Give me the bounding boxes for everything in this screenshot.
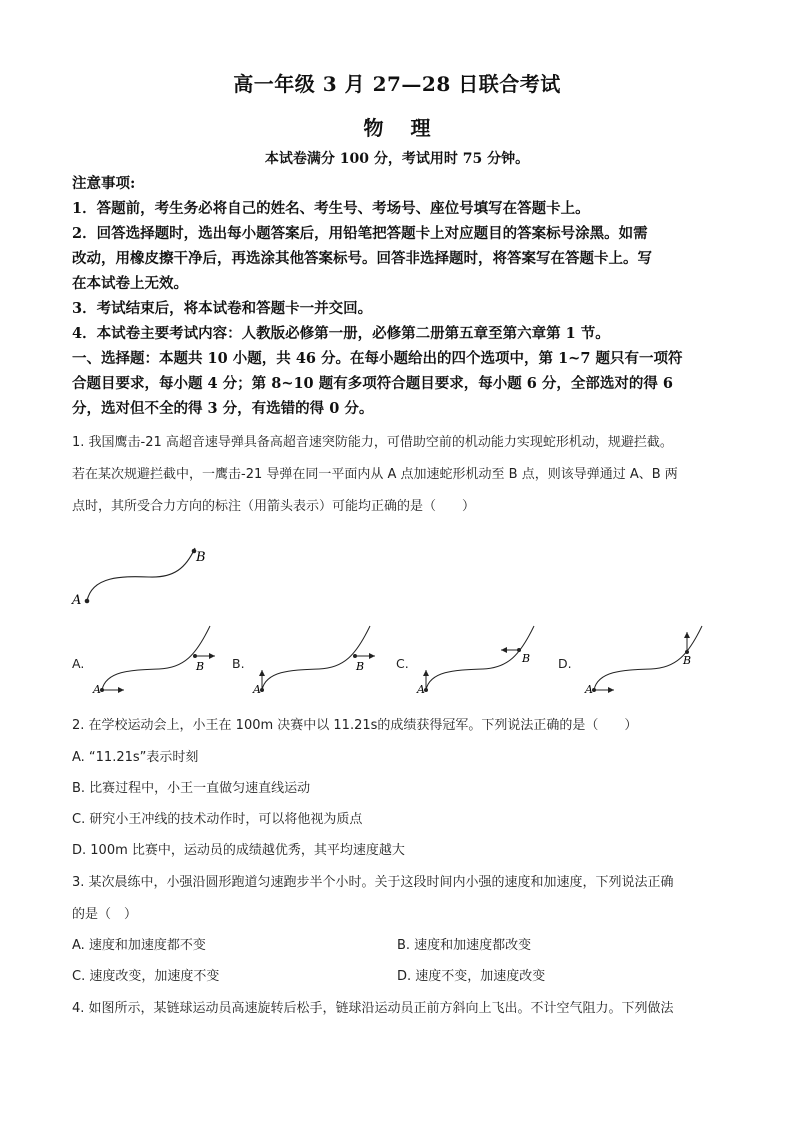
question-3-option: B. 速度和加速度都改变: [397, 938, 532, 953]
question-3-stem: 的是（ ）: [72, 907, 138, 922]
svg-text:B: B: [522, 652, 531, 665]
svg-text:A: A: [585, 683, 593, 696]
question-4-stem: 4. 如图所示，某链球运动员高速旋转后松手，链球沿运动员正前方斜向上飞出。不计空气阻力。下列做法: [72, 1001, 674, 1016]
question-1-stem: 1. 我国鹰击-21 高超音速导弹具备高超音速突防能力，可借助空前的机动能力实现蛇形机动，规避拦截。: [72, 435, 673, 450]
question-1-stem: 若在某次规避拦截中，一鹰击-21 导弹在同一平面内从 A 点加速蛇形机动至 B 点，则该导弹通过 A、B 两: [72, 467, 678, 482]
notice-heading: 注意事项:: [72, 175, 136, 192]
question-2-option: B. 比赛过程中，小王一直做匀速直线运动: [72, 781, 311, 796]
option-c-diagram: [396, 626, 534, 696]
trajectory-figure: [64, 538, 224, 618]
subject-title: 物 理: [363, 116, 441, 140]
option-a-label: A.: [72, 656, 85, 671]
section-heading: 合题目要求，每小题 4 分；第 8~10 题有多项符合题目要求，每小题 6 分，全部选对的得 6: [72, 375, 674, 392]
svg-text:B: B: [196, 660, 205, 673]
section-heading: 一、选择题：本题共 10 小题，共 46 分。在每小题给出的四个选项中，第 1~7 题只有一项符: [72, 350, 683, 367]
section-heading: 分，选对但不全的得 3 分，有选错的得 0 分。: [72, 400, 374, 417]
notice-line: 1．答题前，考生务必将自己的姓名、考生号、考场号、座位号填写在答题卡上。: [72, 200, 590, 217]
options-figure: [64, 620, 744, 700]
question-2-option: C. 研究小王冲线的技术动作时，可以将他视为质点: [72, 812, 363, 827]
option-d-diagram: [558, 626, 702, 696]
question-3-option: A. 速度和加速度都不变: [72, 938, 206, 953]
notice-line: 4．本试卷主要考试内容：人教版必修第一册，必修第二册第五章至第六章第 1 节。: [72, 325, 610, 342]
option-b-diagram: [232, 626, 375, 696]
notice-line: 2．回答选择题时，选出每小题答案后，用铅笔把答题卡上对应题目的答案标号涂黑。如需: [72, 225, 648, 242]
point-a-dot: [85, 599, 90, 604]
question-2-stem: 2. 在学校运动会上，小王在 100m 决赛中以 11.21s的成绩获得冠军。下列说法正确的是（ ）: [72, 718, 638, 733]
question-1-stem: 点时，其所受合力方向的标注（用箭头表示）可能均正确的是（ ）: [72, 499, 476, 514]
question-3-stem: 3. 某次晨练中，小强沿圆形跑道匀速跑步半个小时。关于这段时间内小强的速度和加速度，下列说法正确: [72, 875, 674, 890]
question-3-option: C. 速度改变，加速度不变: [72, 969, 220, 984]
option-b-label: B.: [232, 656, 245, 671]
point-b-label: B: [196, 550, 206, 565]
question-2-option: A. “11.21s”表示时刻: [72, 750, 199, 765]
option-a-diagram: [72, 626, 215, 696]
svg-text:A: A: [93, 683, 101, 696]
svg-text:B: B: [356, 660, 365, 673]
trajectory-curve: [87, 548, 195, 601]
notice-line: 3．考试结束后，将本试卷和答题卡一并交回。: [72, 300, 373, 317]
question-3-option: D. 速度不变，加速度改变: [397, 969, 546, 984]
svg-text:B: B: [683, 654, 692, 667]
option-d-label: D.: [558, 656, 572, 671]
notice-line: 改动，用橡皮擦干净后，再选涂其他答案标号。回答非选择题时，将答案写在答题卡上。写: [72, 250, 652, 267]
point-a-label: A: [72, 593, 82, 608]
option-c-label: C.: [396, 656, 409, 671]
exam-title: 高一年级 3 月 27—28 日联合考试: [233, 72, 561, 96]
svg-text:A: A: [417, 683, 425, 696]
exam-info: 本试卷满分 100 分，考试用时 75 分钟。: [264, 151, 530, 167]
svg-text:A: A: [253, 683, 261, 696]
question-2-option: D. 100m 比赛中，运动员的成绩越优秀，其平均速度越大: [72, 843, 405, 858]
notice-line: 在本试卷上无效。: [72, 275, 188, 292]
